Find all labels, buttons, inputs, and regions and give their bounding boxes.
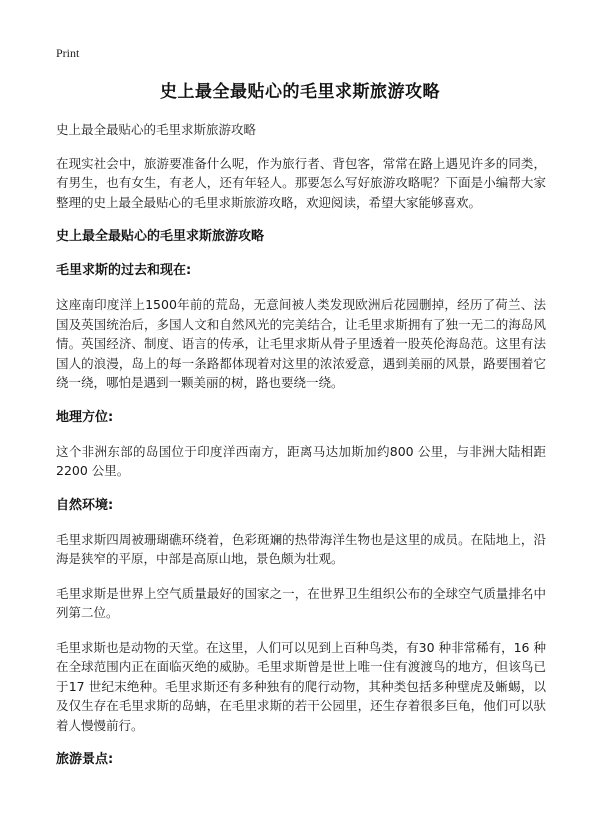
page-title: 史上最全最贴心的毛里求斯旅游攻略 xyxy=(160,82,440,102)
print-link[interactable]: Print xyxy=(56,46,80,60)
geography-paragraph: 这个非洲东部的岛国位于印度洋西南方，距离马达加斯加约800 公里，与非洲大陆相距2200 公里。 xyxy=(56,443,546,478)
article-subtitle: 史上最全最贴心的毛里求斯旅游攻略 xyxy=(56,122,257,137)
article-body xyxy=(56,120,546,784)
history-paragraph: 这座南印度洋上1500年前的荒岛，无意间被人类发现欧洲后花园删掉，经历了荷兰、法国及英国统治后，多国人文和自然风光的完美结合，让毛里求斯拥有了独一无二的海岛风情。英国经济、制度、语言的传承，让毛里求斯从骨子里透着一股英伦海岛范。这里有法国人的浪漫，岛上的每一条路都体现着对这里的浓浓爱意，遇到美丽的风景，路要围着它绕一绕，哪怕是遇到一颗美丽的树，路也要绕一绕。 xyxy=(56,297,546,390)
geography-heading: 地理方位: xyxy=(56,409,114,425)
environment-paragraph-2: 毛里求斯是世界上空气质量最好的国家之一，在世界卫生组织公布的全球空气质量排名中列第二位。 xyxy=(56,585,546,620)
environment-heading: 自然环境: xyxy=(56,497,114,513)
intro-paragraph: 在现实社会中，旅游要准备什么呢，作为旅行者、背包客，常常在路上遇见许多的同类，有男生，也有女生，有老人，还有年轻人。那要怎么写好旅游攻略呢？下面是小编帮大家整理的史上最全最贴心的毛里求斯旅游攻略，欢迎阅读，希望大家能够喜欢。 xyxy=(56,155,546,210)
section-heading: 史上最全最贴心的毛里求斯旅游攻略 xyxy=(56,229,265,244)
history-heading: 毛里求斯的过去和现在: xyxy=(56,263,192,278)
environment-paragraph-3: 毛里求斯也是动物的天堂。在这里，人们可以见到上百种鸟类，有30 种非常稀有，16 种在全球范围内正在面临灭绝的威胁。毛里求斯曾是世上唯一住有渡渡鸟的地方，但该鸟已于17 世纪末绝种。毛里求斯还有多种独有的爬行动物，其种类包括多种壁虎及蜥蜴，以及仅生存在毛里求斯的岛蚺，在毛里求斯的若干公园里，还生存着很多巨龟，他们可以驮着人慢慢前行。 xyxy=(56,639,546,733)
environment-paragraph-1: 毛里求斯四周被珊瑚礁环绕着，色彩斑斓的热带海洋生物也是这里的成员。在陆地上，沿海是狭窄的平原，中部是高原山地，景色颇为壮观。 xyxy=(56,531,546,566)
attractions-heading: 旅游景点: xyxy=(56,752,114,767)
